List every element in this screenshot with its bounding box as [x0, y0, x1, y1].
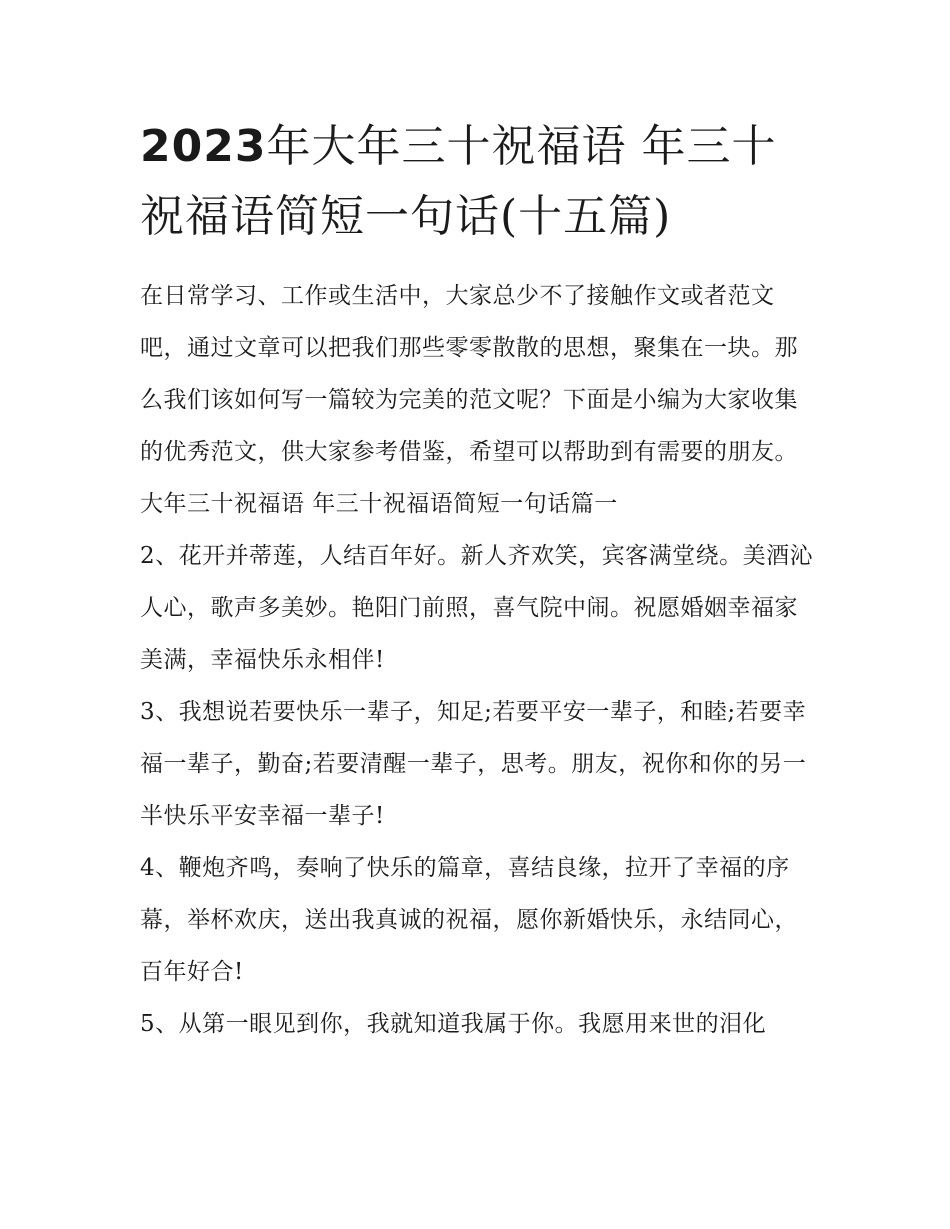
- title-year: 2023: [140, 121, 267, 172]
- wish-item-2: 2、花开并蒂莲，人结百年好。新人齐欢笑，宾客满堂绕。美酒沁人心，歌声多美妙。艳阳门前照，喜气院中闹。祝愿婚姻幸福家美满，幸福快乐永相伴!: [140, 543, 814, 673]
- document-page: [140, 112, 820, 1050]
- intro-paragraph: 在日常学习、工作或生活中，大家总少不了接触作文或者范文吧，通过文章可以把我们那些零零散散的思想，聚集在一块。那么我们该如何写一篇较为完美的范文呢？下面是小编为大家收集的优秀范文，供大家参考借鉴，希望可以帮助到有需要的朋友。: [140, 283, 798, 465]
- wish-item-4: 4、鞭炮齐鸣，奏响了快乐的篇章，喜结良缘，拉开了幸福的序幕，举杯欢庆，送出我真诚的祝福，愿你新婚快乐，永结同心，百年好合!: [140, 855, 798, 985]
- wish-item-5: 5、从第一眼见到你，我就知道我属于你。我愿用来世的泪化: [140, 1011, 767, 1037]
- document-title: [140, 112, 820, 252]
- title-text: 年大年三十祝福语 年三十祝福语简短一句话(十五篇): [140, 121, 777, 242]
- wish-item-3: 3、我想说若要快乐一辈子，知足;若要平安一辈子，和睦;若要幸福一辈子，勤奋;若要清醒一辈子，思考。朋友，祝你和你的另一半快乐平安幸福一辈子!: [140, 699, 807, 829]
- section-heading: 大年三十祝福语 年三十祝福语简短一句话篇一: [140, 491, 618, 517]
